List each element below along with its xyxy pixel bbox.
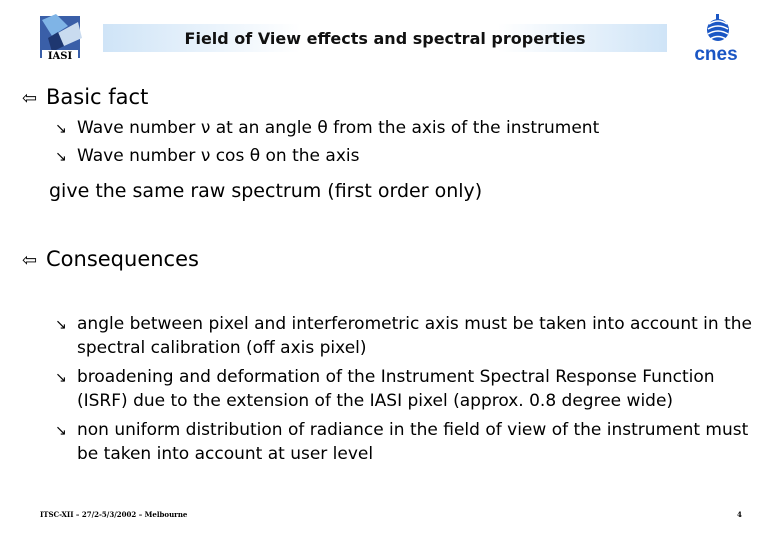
basic-fact-conclusion: give the same raw spectrum (first order only) <box>49 180 483 202</box>
list-item-text: Wave number ν at an angle θ from the axis of the instrument <box>77 118 600 138</box>
list-item-text: angle between pixel and interferometric axis must be taken into account in the <box>77 314 752 334</box>
down-right-arrow-icon: ↘ <box>55 149 67 165</box>
list-item-continuation: (ISRF) due to the extension of the IASI pixel (approx. 0.8 degree wide) <box>77 391 674 411</box>
list-item-text: non uniform distribution of radiance in the field of view of the instrument must <box>77 420 749 440</box>
list-item <box>55 146 359 166</box>
down-right-arrow-icon: ↘ <box>55 370 67 386</box>
basic-fact-heading-text: Basic fact <box>46 85 149 109</box>
hollow-left-arrow-icon: ⇦ <box>22 250 38 271</box>
page-title: Field of View effects and spectral properties <box>184 29 586 48</box>
list-item <box>55 118 599 138</box>
down-right-arrow-icon: ↘ <box>55 317 67 333</box>
down-right-arrow-icon: ↘ <box>55 423 67 439</box>
page-number: 4 <box>737 510 742 519</box>
iasi-logo-text: IASI <box>47 51 73 62</box>
down-right-arrow-icon: ↘ <box>55 121 67 137</box>
hollow-left-arrow-icon: ⇦ <box>22 88 38 109</box>
consequences-heading-text: Consequences <box>46 247 199 271</box>
list-item-text: broadening and deformation of the Instrument Spectral Response Function <box>77 367 715 387</box>
basic-fact-heading <box>22 85 148 109</box>
footer-conference: ITSC-XII – 27/2-5/3/2002 – Melbourne <box>40 510 188 519</box>
consequences-heading <box>22 247 199 271</box>
list-item-continuation: spectral calibration (off axis pixel) <box>77 338 367 358</box>
list-item <box>55 420 748 440</box>
cnes-logo-text: cnes <box>694 44 738 64</box>
list-item-text: Wave number ν cos θ on the axis <box>77 146 360 166</box>
cnes-logo <box>688 14 744 64</box>
list-item-continuation: be taken into account at user level <box>77 444 374 464</box>
list-item <box>55 367 715 387</box>
list-item <box>55 314 752 334</box>
iasi-logo <box>38 12 84 62</box>
title-bar <box>103 24 667 52</box>
